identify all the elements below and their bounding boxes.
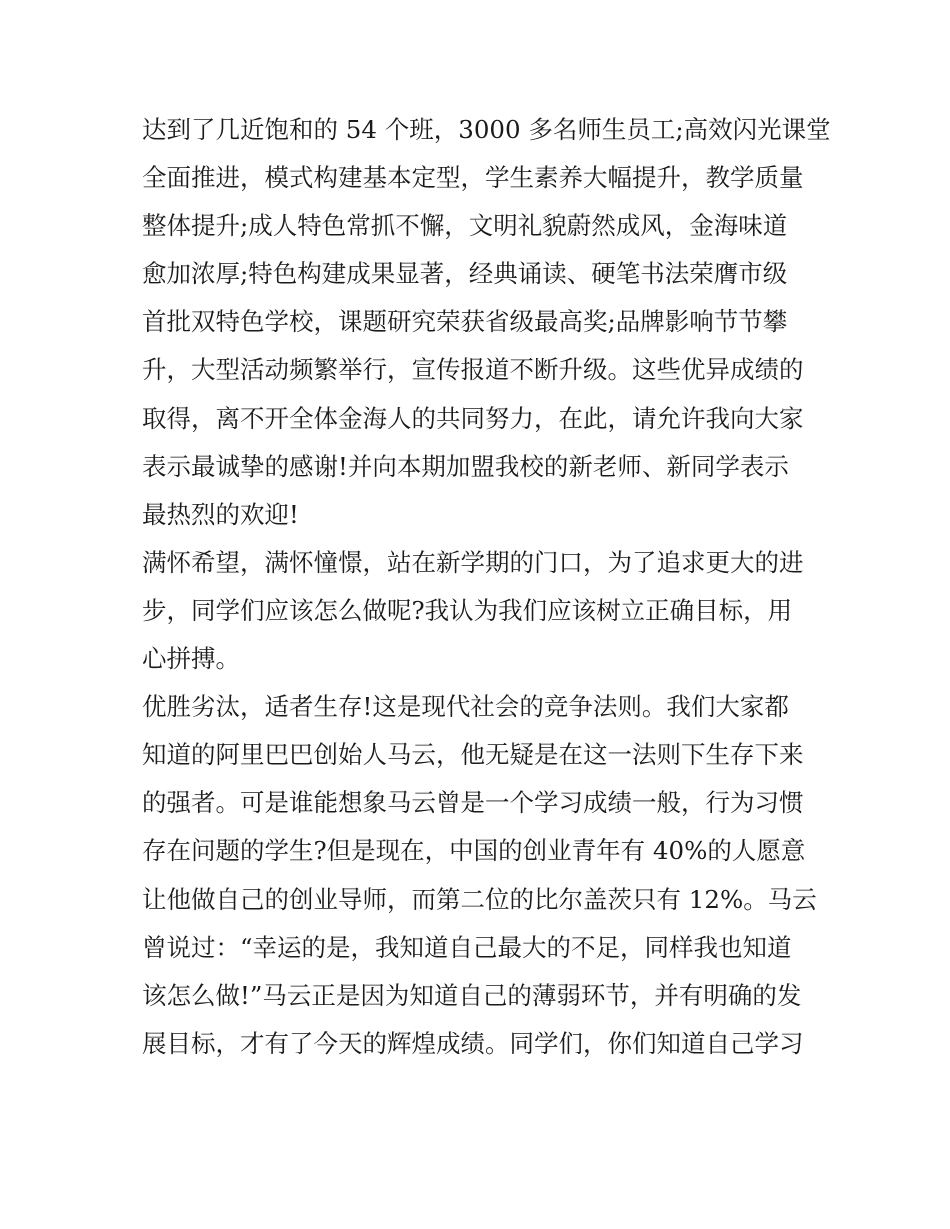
text-line: 展目标，才有了今天的辉煌成绩。同学们，你们知道自己学习 xyxy=(142,1028,804,1058)
text-line: 心拼搏。 xyxy=(142,644,240,674)
text-line: 最热烈的欢迎! xyxy=(142,499,299,529)
body-text xyxy=(142,106,831,1068)
text-line: 曾说过：“幸运的是，我知道自己最大的不足，同样我也知道 xyxy=(142,932,792,962)
text-line: 存在问题的学生?但是现在，中国的创业青年有 40%的人愿意 xyxy=(142,836,806,866)
text-line: 满怀希望，满怀憧憬，站在新学期的门口，为了追求更大的进 xyxy=(142,547,804,577)
text-line: 让他做自己的创业导师，而第二位的比尔盖茨只有 12%。马云 xyxy=(142,884,817,914)
text-line: 达到了几近饱和的 54 个班，3000 多名师生员工;高效闪光课堂 xyxy=(142,115,831,144)
text-line: 升，大型活动频繁举行，宣传报道不断升级。这些优异成绩的 xyxy=(142,355,804,385)
text-line: 首批双特色学校，课题研究荣获省级最高奖;品牌影响节节攀 xyxy=(142,307,788,337)
text-line: 整体提升;成人特色常抓不懈，文明礼貌蔚然成风，金海味道 xyxy=(142,211,788,241)
text-line: 知道的阿里巴巴创始人马云，他无疑是在这一法则下生存下来 xyxy=(142,740,804,770)
text-line: 全面推进，模式构建基本定型，学生素养大幅提升，教学质量 xyxy=(142,163,804,193)
text-line: 步，同学们应该怎么做呢?我认为我们应该树立正确目标，用 xyxy=(142,595,793,625)
text-line: 该怎么做!”马云正是因为知道自己的薄弱环节，并有明确的发 xyxy=(142,980,802,1010)
text-line: 取得，离不开全体金海人的共同努力，在此，请允许我向大家 xyxy=(142,403,804,433)
text-line: 愈加浓厚;特色构建成果显著，经典诵读、硬笔书法荣膺市级 xyxy=(142,259,788,289)
text-line: 表示最诚挚的感谢!并向本期加盟我校的新老师、新同学表示 xyxy=(142,451,789,481)
text-line: 的强者。可是谁能想象马云曾是一个学习成绩一般，行为习惯 xyxy=(142,788,804,818)
text-line: 优胜劣汰，适者生存!这是现代社会的竞争法则。我们大家都 xyxy=(142,692,789,722)
